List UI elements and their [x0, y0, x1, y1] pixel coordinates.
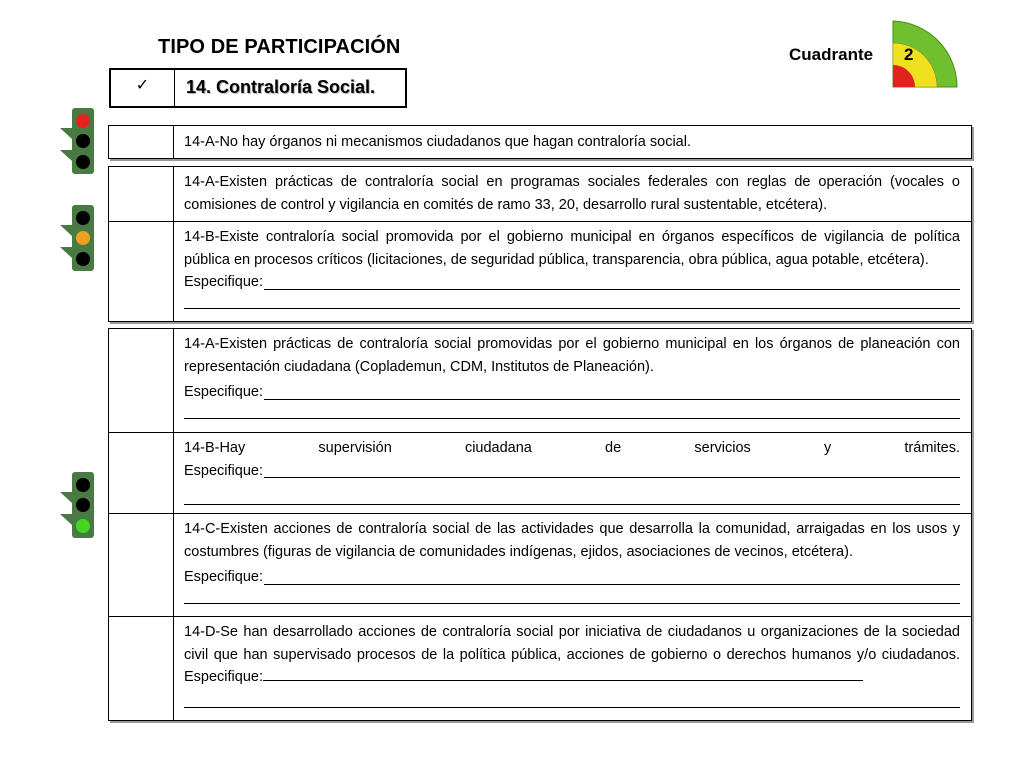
- option-row: [109, 616, 971, 720]
- specify-label: Especifique:: [184, 669, 263, 685]
- option-checkbox-cell[interactable]: [109, 222, 174, 321]
- specify-field[interactable]: [184, 271, 960, 294]
- specify-line: [264, 383, 960, 400]
- traffic-light-amber-icon: [60, 205, 96, 273]
- specify-extra-line[interactable]: [184, 294, 960, 309]
- option-text: [174, 167, 971, 221]
- specify-label: Especifique:: [184, 569, 263, 585]
- option-group-green: [108, 328, 972, 721]
- option-description: 14-A-Existen prácticas de contraloría social en programas sociales federales con reglas de operación (vocales o comisiones de control y vigilancia en comités de ramo 33, 20, desarrollo rural sustentable, etcétera).: [184, 174, 960, 213]
- option-description: 14-C-Existen acciones de contraloría social de las actividades que desarrolla la comunidad, arraigadas en los usos y costumbres (figuras de vigilancia de comunidades indígenas, ejidos, asociaciones de vecinos, etcétera).: [184, 521, 960, 560]
- option-group-amber: [108, 166, 972, 322]
- quadrant-indicator-icon: [891, 19, 959, 89]
- quadrant-number: 2: [904, 45, 914, 64]
- specify-label: Especifique:: [184, 274, 263, 290]
- specify-line: [264, 568, 960, 585]
- option-checkbox-cell[interactable]: [109, 126, 174, 158]
- specify-field[interactable]: [184, 566, 960, 589]
- specify-extra-line[interactable]: [184, 482, 960, 505]
- option-checkbox-cell[interactable]: [109, 433, 174, 513]
- option-row: [109, 513, 971, 616]
- specify-label: Especifique:: [184, 384, 263, 400]
- option-text: [174, 222, 971, 321]
- specify-extra-line[interactable]: [184, 589, 960, 604]
- option-row: [109, 329, 971, 432]
- option-text: [174, 514, 971, 616]
- option-text: [174, 329, 971, 432]
- option-text: [174, 126, 971, 158]
- option-description: 14-A-No hay órganos ni mecanismos ciudadanos que hagan contraloría social.: [184, 134, 691, 150]
- section-header-title: 14. Contraloría Social.: [186, 77, 376, 97]
- option-description: [184, 621, 960, 689]
- specify-line: [264, 461, 960, 478]
- specify-line[interactable]: [263, 666, 863, 681]
- option-checkbox-cell[interactable]: [109, 514, 174, 616]
- option-checkbox-cell[interactable]: [109, 167, 174, 221]
- specify-line: [264, 273, 960, 290]
- option-text: [174, 617, 971, 720]
- option-row: [109, 167, 971, 221]
- option-description-text: 14-D-Se han desarrollado acciones de contraloría social por iniciativa de ciudadanos u organizaciones de la sociedad civil que han supervisado procesos de la política pública, acciones de gobierno o derechos humanos y/o ciudadanos.: [184, 624, 960, 663]
- traffic-light-red-icon: [60, 108, 96, 176]
- specify-field[interactable]: [184, 381, 960, 404]
- specify-extra-line[interactable]: [184, 404, 960, 419]
- option-text: [174, 433, 971, 513]
- option-description: 14-B-Existe contraloría social promovida por el gobierno municipal en órganos específicos de vigilancia de política pública en procesos críticos (licitaciones, de seguridad pública, transparencia, obra pública, agua potable, etcétera).: [184, 229, 960, 268]
- specify-label: Especifique:: [184, 462, 263, 479]
- specify-extra-line[interactable]: [184, 689, 960, 708]
- option-group-red: [108, 125, 972, 159]
- slide-title: TIPO DE PARTICIPACIÓN: [158, 36, 401, 58]
- option-description: 14-B-Hay supervisión ciudadana de servicios y trámites.: [184, 440, 960, 456]
- option-description: 14-A-Existen prácticas de contraloría social promovidas por el gobierno municipal en los órganos de planeación con representación ciudadana (Coplademun, CDM, Institutos de Planeación).: [184, 336, 960, 375]
- quadrant-label: Cuadrante: [789, 45, 874, 64]
- option-row: [109, 432, 971, 513]
- section-header: [109, 68, 407, 108]
- traffic-light-green-icon: [60, 472, 96, 540]
- check-mark-icon: ✓: [111, 70, 175, 106]
- option-row: [109, 126, 971, 158]
- option-row: [109, 221, 971, 321]
- specify-field[interactable]: [184, 460, 960, 483]
- option-checkbox-cell[interactable]: [109, 329, 174, 432]
- option-checkbox-cell[interactable]: [109, 617, 174, 720]
